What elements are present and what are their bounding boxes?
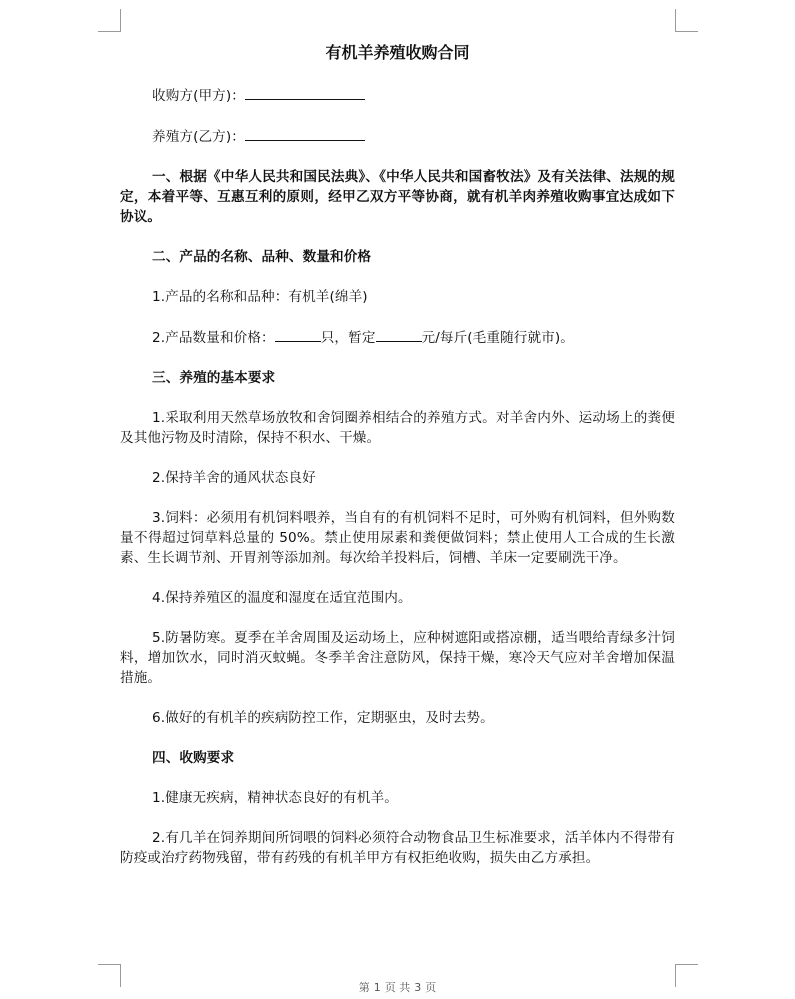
item-2-2-mid: 只，暂定 <box>320 330 376 346</box>
item-2-2-suffix: 元/每斤(毛重随行就市)。 <box>421 330 574 346</box>
item-4-1: 1.健康无疾病，精神状态良好的有机羊。 <box>152 790 398 806</box>
buyer-label: 收购方(甲方)： <box>152 88 245 104</box>
page-corner-mark-top-right <box>675 9 698 32</box>
item-3-4: 4.保持养殖区的温度和湿度在适宜范围内。 <box>152 590 412 606</box>
page-mid: 页 共 <box>384 981 411 994</box>
page-footer <box>0 979 795 995</box>
item-2-2-prefix: 2.产品数量和价格： <box>152 330 275 346</box>
buyer-line <box>120 85 675 106</box>
item-3-2: 2.保持羊舍的通风状态良好 <box>152 470 316 486</box>
page-suffix: 页 <box>425 981 437 994</box>
page-prefix: 第 <box>358 981 370 994</box>
section-2-heading: 二、产品的名称、品种、数量和价格 <box>152 249 372 265</box>
seller-blank[interactable] <box>245 126 365 141</box>
section-3-heading: 三、养殖的基本要求 <box>152 370 276 386</box>
item-3-6: 6.做好的有机羊的疾病防控工作，定期驱虫，及时去势。 <box>152 710 494 726</box>
page-total: 3 <box>414 981 422 994</box>
item-3-3: 3.饲料：必须用有机饲料喂养，当自有的有机饲料不足时，可外购有机饲料，但外购数量不得超过饲草料总量的 50%。禁止使用尿素和粪便做饲料；禁止使用人工合成的生长激素、生长调节剂、开胃剂等添加剂。每次给羊投料后，饲槽、羊床一定要刷洗干净。 <box>120 510 675 566</box>
item-2-1: 1.产品的名称和品种：有机羊(绵羊) <box>152 289 368 305</box>
item-2-2 <box>120 327 675 348</box>
item-3-5: 5.防暑防寒。夏季在羊舍周围及运动场上，应种树遮阳或搭凉棚，适当喂给青绿多汁饲料，增加饮水，同时消灭蚊蝇。冬季羊舍注意防风，保持干燥，寒冷天气应对羊舍增加保温措施。 <box>120 630 675 686</box>
seller-line <box>120 126 675 147</box>
section-1: 一、根据《中华人民共和国民法典》、《中华人民共和国畜牧法》及有关法律、法规的规定，本着平等、互惠互利的原则，经甲乙双方平等协商，就有机羊肉养殖收购事宜达成如下协议。 <box>120 169 675 225</box>
item-3-1: 1.采取利用天然草场放牧和舍饲圈养相结合的养殖方式。对羊舍内外、运动场上的粪便及其他污物及时清除，保持不积水、干燥。 <box>120 410 675 446</box>
buyer-blank[interactable] <box>245 85 365 100</box>
seller-label: 养殖方(乙方)： <box>152 129 245 145</box>
document-page <box>120 40 675 888</box>
section-4-heading: 四、收购要求 <box>152 750 235 766</box>
page-corner-mark-top-left <box>98 9 121 32</box>
item-4-2: 2.有几羊在饲养期间所饲喂的饲料必须符合动物食品卫生标准要求，活羊体内不得带有防疫或治疗药物残留，带有药残的有机羊甲方有权拒绝收购，损失由乙方承担。 <box>120 830 675 866</box>
page-current: 1 <box>373 981 381 994</box>
document-title: 有机羊养殖收购合同 <box>325 43 470 62</box>
quantity-blank[interactable] <box>275 327 321 342</box>
price-blank[interactable] <box>376 327 422 342</box>
